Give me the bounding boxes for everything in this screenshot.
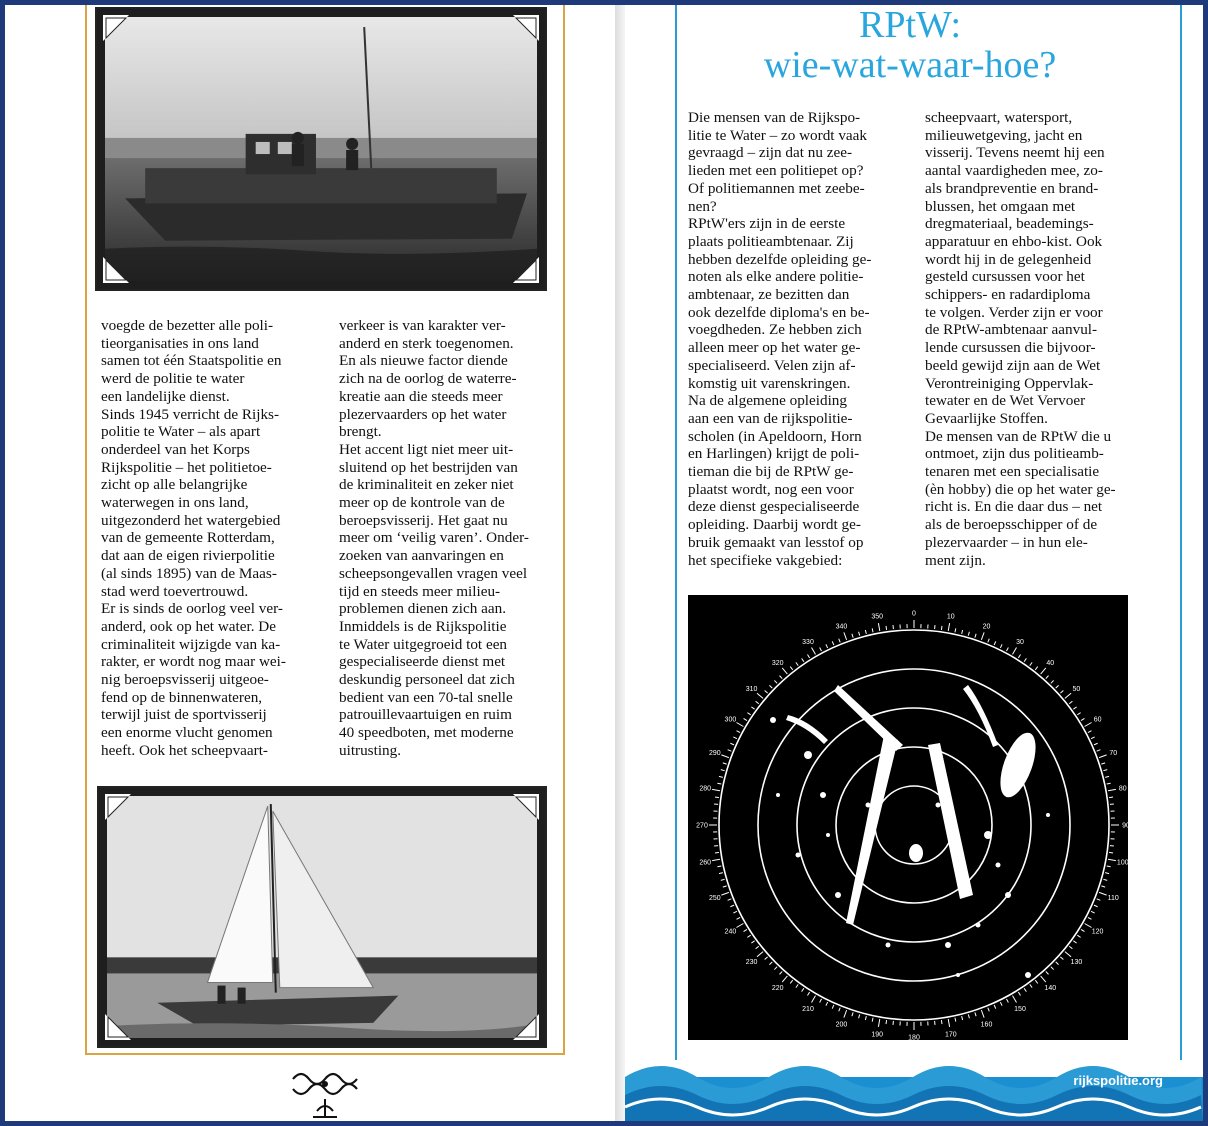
radar-tick [1024, 658, 1026, 661]
radar-bearing-label: 190 [871, 1031, 884, 1039]
radar-tick [1006, 999, 1008, 1003]
radar-tick [832, 641, 834, 645]
radar-tick [1051, 680, 1054, 683]
radar-tick [878, 623, 879, 631]
radar-bearing-label: 310 [745, 686, 758, 694]
radar-tick [1013, 996, 1017, 1003]
radar-bearing-label: 60 [1093, 716, 1102, 724]
radar-bearing-label: 280 [699, 785, 712, 793]
radar-tick [757, 952, 763, 957]
left-text-column-1: voegde de bezetter alle poli- tieorganisaties in ons land samen tot één Staatspolitie en werd de politie te water een landelijke dienst. Sinds 1945 verricht de Rijks- politie te Water – als apart onderdeel van het Korps Rijkspolitie – het politietoe- zicht op alle belangrijke waterwegen in ons land, uitgezonderd het watergebied van de gemeente Rotterdam, dat aan de eigen rivierpolitie (al sinds 1895) van de Maas- stad werd toevertrouwd. Er is sinds de oorlog veel ver- anderd, ook op het water. De criminaliteit wijzigde van ka- rakter, er wordt nog maar wei- nig beroepsvisserij uitgeoe- fend op de binnenwateren, terwijl juist de sportvisserij een enorme vlucht genomen heeft. Ook het scheepvaart- [101, 317, 286, 759]
radar-tick [839, 639, 840, 643]
radar-tick [1051, 967, 1054, 970]
radar-tick [826, 644, 828, 648]
radar-tick [1109, 852, 1113, 853]
radar-tick [756, 946, 759, 948]
radar-tick [988, 639, 989, 643]
page-gutter [615, 5, 625, 1121]
radar-tick [719, 873, 723, 874]
radar-bearing-label: 20 [982, 623, 991, 631]
radar-tick [733, 737, 737, 739]
radar-tick [756, 701, 759, 703]
radar-tick [1105, 776, 1109, 777]
radar-tick [1094, 905, 1098, 907]
radar-echoes [770, 685, 1050, 978]
radar-tick [839, 1008, 840, 1012]
radar-tick [859, 1014, 860, 1018]
right-page [625, 5, 1203, 1121]
radar-tick [1101, 886, 1105, 887]
radar-bearing-label: 260 [699, 859, 712, 867]
radar-tick [790, 667, 792, 670]
photo-corner-bl [103, 257, 129, 283]
radar-tick [1046, 971, 1049, 974]
radar-tick [715, 797, 719, 798]
radar-tick [872, 1018, 873, 1022]
radar-tick [721, 892, 729, 895]
radar-bearing-label: 200 [835, 1021, 848, 1029]
radar-tick [826, 1002, 828, 1006]
left-text-column-2: verkeer is van karakter ver- anderd en sterk toegenomen. En als nieuwe factor diende zich na de oorlog de waterre- kreatie aan die steeds meer plezervaarders op het water brengt. Het accent ligt niet meer uit- sluitend op het bestrijden van de kriminaliteit en zeker niet meer op de kontrole van de beroepsvisserij. Het gaat nu meer om ‘veilig varen’. Onder- zoeken van aanvaringen en scheepsongevallen vragen veel tijd en steeds meer milieu- problemen dienen zich aan. Inmiddels is de Rijkspolitie te Water uitgegroeid tot een gespecialiseerde dienst met deskundig personeel dat zich bedient van een 70-tal snelle patrouillevaartuigen en ruim 40 speedboten, met moderne uitrusting. [339, 317, 529, 759]
radar-tick [1108, 789, 1116, 790]
radar-bearing-label: 130 [1070, 958, 1083, 966]
radar-tick [962, 630, 963, 634]
radar-tick [981, 1010, 984, 1018]
radar-tick [1030, 662, 1032, 665]
radar-tick [1085, 924, 1092, 928]
radar-tick [807, 655, 809, 658]
radar-bearing-label: 220 [771, 984, 784, 992]
radar-tick [728, 750, 732, 751]
radar-scope [688, 595, 1128, 1040]
right-text-column-2: scheepvaart, watersport, milieuwetgeving, jacht en visserij. Tevens neemt hij een aantal vaardigheden mee, zo- als brandpreventie en brand- blussen, het omgaan met dregmateriaal, beademings- apparatuur en ehbo-kist. Ook wordt hij in de gelegenheid gesteld cursussen voor het schippers- en radardiploma te volgen. Verder zijn er voor de RPtW-ambtenaar aanvul- lende cursussen die bijvoor- beeld gewijd zijn aan de Wet Verontreiniging Oppervlak- tewater en de Wet Vervoer Gevaarlijke Stoffen. De mensen van de RPtW die u ontmoet, zijn dus politieamb- tenaren met een specialisatie (èn hobby) die op het water ge- richt is. En die daar dus – net als de beroepsschipper of de plezervaarder – in hun ele- ment zijn. [925, 109, 1116, 569]
photo-corner-tl [103, 15, 129, 41]
radar-tick [1041, 976, 1046, 982]
radar-tick [1077, 935, 1080, 937]
radar-bearing-label: 120 [1091, 928, 1104, 936]
radar-bearing-label: 340 [835, 623, 848, 631]
radar-tick [782, 976, 787, 982]
radar-tick [1073, 707, 1076, 709]
radar-tick [1065, 693, 1071, 698]
radar-tick [1060, 691, 1063, 694]
radar-bearing-label: 70 [1109, 749, 1118, 757]
radar-tick [1077, 713, 1080, 715]
photo-corner-br [513, 1014, 539, 1040]
photo-sailboat [97, 786, 547, 1048]
radar-tick [747, 935, 750, 937]
radar-tick [1097, 750, 1101, 751]
radar-tick [1097, 899, 1101, 900]
radar-tick [812, 996, 816, 1003]
right-text-column-1: Die mensen van de Rijkspo- litie te Water – zo wordt vaak gevraagd – zijn dat nu zee- lieden met een politiepet op? Of politiemannen met zeebe- nen? RPtW'ers zijn in de eerste plaats politieambtenaar. Zij hebben dezelfde opleiding ge- noten als elke andere politie- ambtenaar, ze bezitten dan ook dezelfde diploma's en be- voegdheden. Ze hebben zich alleen meer op het water ge- specialiseerd. Velen zijn af- komstig uit varenskringen. Na de algemene opleiding aan een van de rijkspolitie- scholen (in Apeldoorn, Horn en Harlingen) krijgt de poli- tieman die bij de RPtW ge- plaatst wordt, nog een voor deze dienst gespecialiseerde opleiding. Daarbij wordt ge- bruik gemaakt van lesstof op het specifieke vakgebied: [688, 109, 872, 569]
radar-tick [820, 648, 822, 652]
radar-tick [769, 685, 772, 688]
radar-tick [782, 668, 787, 674]
radar-tick [1107, 866, 1111, 867]
radar-tick [1105, 873, 1109, 874]
radar-bearing-label: 320 [771, 660, 784, 668]
radar-tick [1000, 644, 1002, 648]
radar-tick [1060, 957, 1063, 960]
radar-tick [747, 713, 750, 715]
radar-tick [968, 632, 969, 636]
radar-tick [1091, 911, 1095, 913]
photo-corner-tl [105, 794, 131, 820]
radar-tick [941, 1020, 942, 1024]
radar-tick [1035, 667, 1037, 670]
radar-bearing-label: 90 [1122, 822, 1130, 830]
radar-bearing-label: 0 [912, 610, 916, 618]
radar-bearing-label: 250 [708, 895, 721, 903]
radar-tick [1088, 917, 1092, 919]
radar-tick [757, 693, 763, 698]
radar-tick [955, 628, 956, 632]
radar-bearing-label: 100 [1116, 859, 1129, 867]
radar-tick [962, 1016, 963, 1020]
radar-tick [865, 1016, 866, 1020]
radar-tick [1000, 1002, 1002, 1006]
radar-tick [780, 971, 783, 974]
radar-tick [730, 905, 734, 907]
radar-bearing-label: 350 [871, 613, 884, 621]
radar-tick [712, 859, 720, 860]
radar-tick [717, 866, 721, 867]
radar-tick [975, 1012, 976, 1016]
radar-tick [981, 632, 984, 640]
radar-tick [872, 628, 873, 632]
police-boat-image [105, 17, 537, 281]
radar-tick [988, 1008, 989, 1012]
radar-tick [1103, 770, 1107, 771]
photo-corner-tr [513, 15, 539, 41]
radar-tick [723, 763, 727, 764]
radar-bearing-label: 80 [1118, 785, 1127, 793]
radar-tick [975, 634, 976, 638]
radar-tick [1081, 718, 1084, 720]
radar-bearing-label: 10 [946, 613, 955, 621]
radar-tick [1041, 668, 1046, 674]
photo-corner-br [513, 257, 539, 283]
radar-bearing-label: 40 [1046, 660, 1055, 668]
radar-tick [744, 718, 747, 720]
radar-tick [886, 626, 887, 630]
page-rule-right [1180, 5, 1182, 1060]
radar-bearing-label: 210 [802, 1006, 814, 1014]
radar-tick [994, 641, 996, 645]
radar-tick [1035, 980, 1037, 983]
radar-tick [715, 852, 719, 853]
radar-bearing-label: 330 [802, 638, 814, 646]
photo-corner-bl [105, 1014, 131, 1040]
radar-tick [721, 755, 729, 758]
radar-tick [774, 967, 777, 970]
radar-tick [769, 962, 772, 965]
radar-tick [1101, 763, 1105, 764]
radar-bearing-label: 170 [944, 1031, 957, 1039]
radar-tick [719, 776, 723, 777]
radar-tick [1099, 755, 1107, 758]
radar-bearing-label: 270 [696, 822, 708, 830]
radar-bearing-label: 110 [1107, 895, 1119, 903]
radar-tick [807, 992, 809, 995]
radar-bearing-label: 300 [724, 716, 737, 724]
radar-tick [994, 1005, 996, 1009]
radar-tick [1018, 655, 1020, 658]
radar-tick [1069, 701, 1072, 703]
radar-tick [948, 623, 949, 631]
radar-tick [737, 731, 741, 733]
radar-screen-image [688, 595, 1128, 1040]
radar-tick [765, 957, 768, 960]
radar-bearing-label: 160 [980, 1021, 993, 1029]
radar-ring [719, 630, 1109, 1020]
radar-bearing-label: 50 [1072, 686, 1081, 694]
radar-tick [1056, 962, 1059, 965]
radar-tick [941, 626, 942, 630]
radar-bearing-label: 240 [724, 928, 737, 936]
radar-tick [1103, 879, 1107, 880]
page-rule-bottom [85, 1053, 565, 1055]
page-rule-right [563, 5, 565, 1055]
radar-tick [774, 680, 777, 683]
radar-tick [820, 999, 822, 1003]
radar-bearing-label: 140 [1044, 984, 1057, 992]
radar-tick [1094, 743, 1098, 745]
radar-tick [1056, 685, 1059, 688]
photo-corner-tr [513, 794, 539, 820]
radar-tick [844, 632, 847, 640]
photo-police-boat [95, 7, 547, 291]
radar-tick [736, 924, 743, 928]
radar-tick [1085, 723, 1092, 727]
radar-tick [802, 988, 804, 991]
radar-tick [1013, 647, 1017, 654]
radar-tick [832, 1005, 834, 1009]
left-page [5, 5, 615, 1121]
radar-tick [878, 1019, 879, 1027]
radar-tick [859, 632, 860, 636]
radar-tick [812, 647, 816, 654]
radar-tick [852, 1012, 853, 1016]
radar-tick [1091, 737, 1095, 739]
page-rule-left [675, 5, 677, 1060]
watermark-text: rijkspolitie.org [1073, 1073, 1163, 1088]
page-rule-left [85, 5, 87, 1055]
radar-bearing-label: 290 [708, 749, 721, 757]
radar-tick [865, 630, 866, 634]
radar-bearing-label: 180 [908, 1034, 920, 1042]
page-title-line-1: RPtW: [858, 4, 962, 46]
radar-tick [744, 929, 747, 931]
radar-tick [1107, 783, 1111, 784]
radar-tick [1030, 984, 1032, 987]
radar-tick [886, 1020, 887, 1024]
radar-tick [721, 770, 725, 771]
radar-tick [1073, 941, 1076, 943]
radar-tick [728, 899, 732, 900]
radar-tick [737, 917, 741, 919]
radar-bearing-label: 30 [1016, 638, 1024, 646]
radar-tick [790, 980, 792, 983]
radar-bearing-label: 230 [745, 958, 758, 966]
radar-tick [852, 634, 853, 638]
page-title-line-2: wie-wat-waar-hoe? [763, 44, 1057, 86]
radar-tick [717, 783, 721, 784]
radar-tick [751, 941, 754, 943]
radar-tick [796, 984, 798, 987]
decorative-waves [625, 1055, 1203, 1121]
radar-tick [1109, 797, 1113, 798]
radar-tick [1069, 946, 1072, 948]
radar-tick [1088, 731, 1092, 733]
radar-tick [733, 911, 737, 913]
radar-tick [948, 1019, 949, 1027]
radar-bearing-label: 150 [1014, 1006, 1026, 1014]
brochure-spread [5, 5, 1203, 1121]
radar-tick [1081, 929, 1084, 931]
radar-tick [1065, 952, 1071, 957]
radar-tick [730, 743, 734, 745]
decorative-ornament-icon [285, 1067, 365, 1121]
radar-tick [765, 691, 768, 694]
radar-tick [968, 1014, 969, 1018]
radar-tick [1046, 676, 1049, 679]
radar-tick [1024, 988, 1026, 991]
radar-tick [736, 723, 743, 727]
radar-tick [844, 1010, 847, 1018]
radar-tick [1018, 992, 1020, 995]
radar-ring [758, 669, 1070, 981]
radar-tick [780, 676, 783, 679]
radar-tick [796, 662, 798, 665]
radar-tick [1006, 648, 1008, 652]
radar-tick [802, 658, 804, 661]
radar-tick [1108, 859, 1116, 860]
radar-tick [723, 886, 727, 887]
radar-tick [955, 1018, 956, 1022]
radar-tick [721, 879, 725, 880]
radar-tick [712, 789, 720, 790]
radar-tick [751, 707, 754, 709]
radar-tick [1099, 892, 1107, 895]
sailboat-image [107, 796, 537, 1038]
